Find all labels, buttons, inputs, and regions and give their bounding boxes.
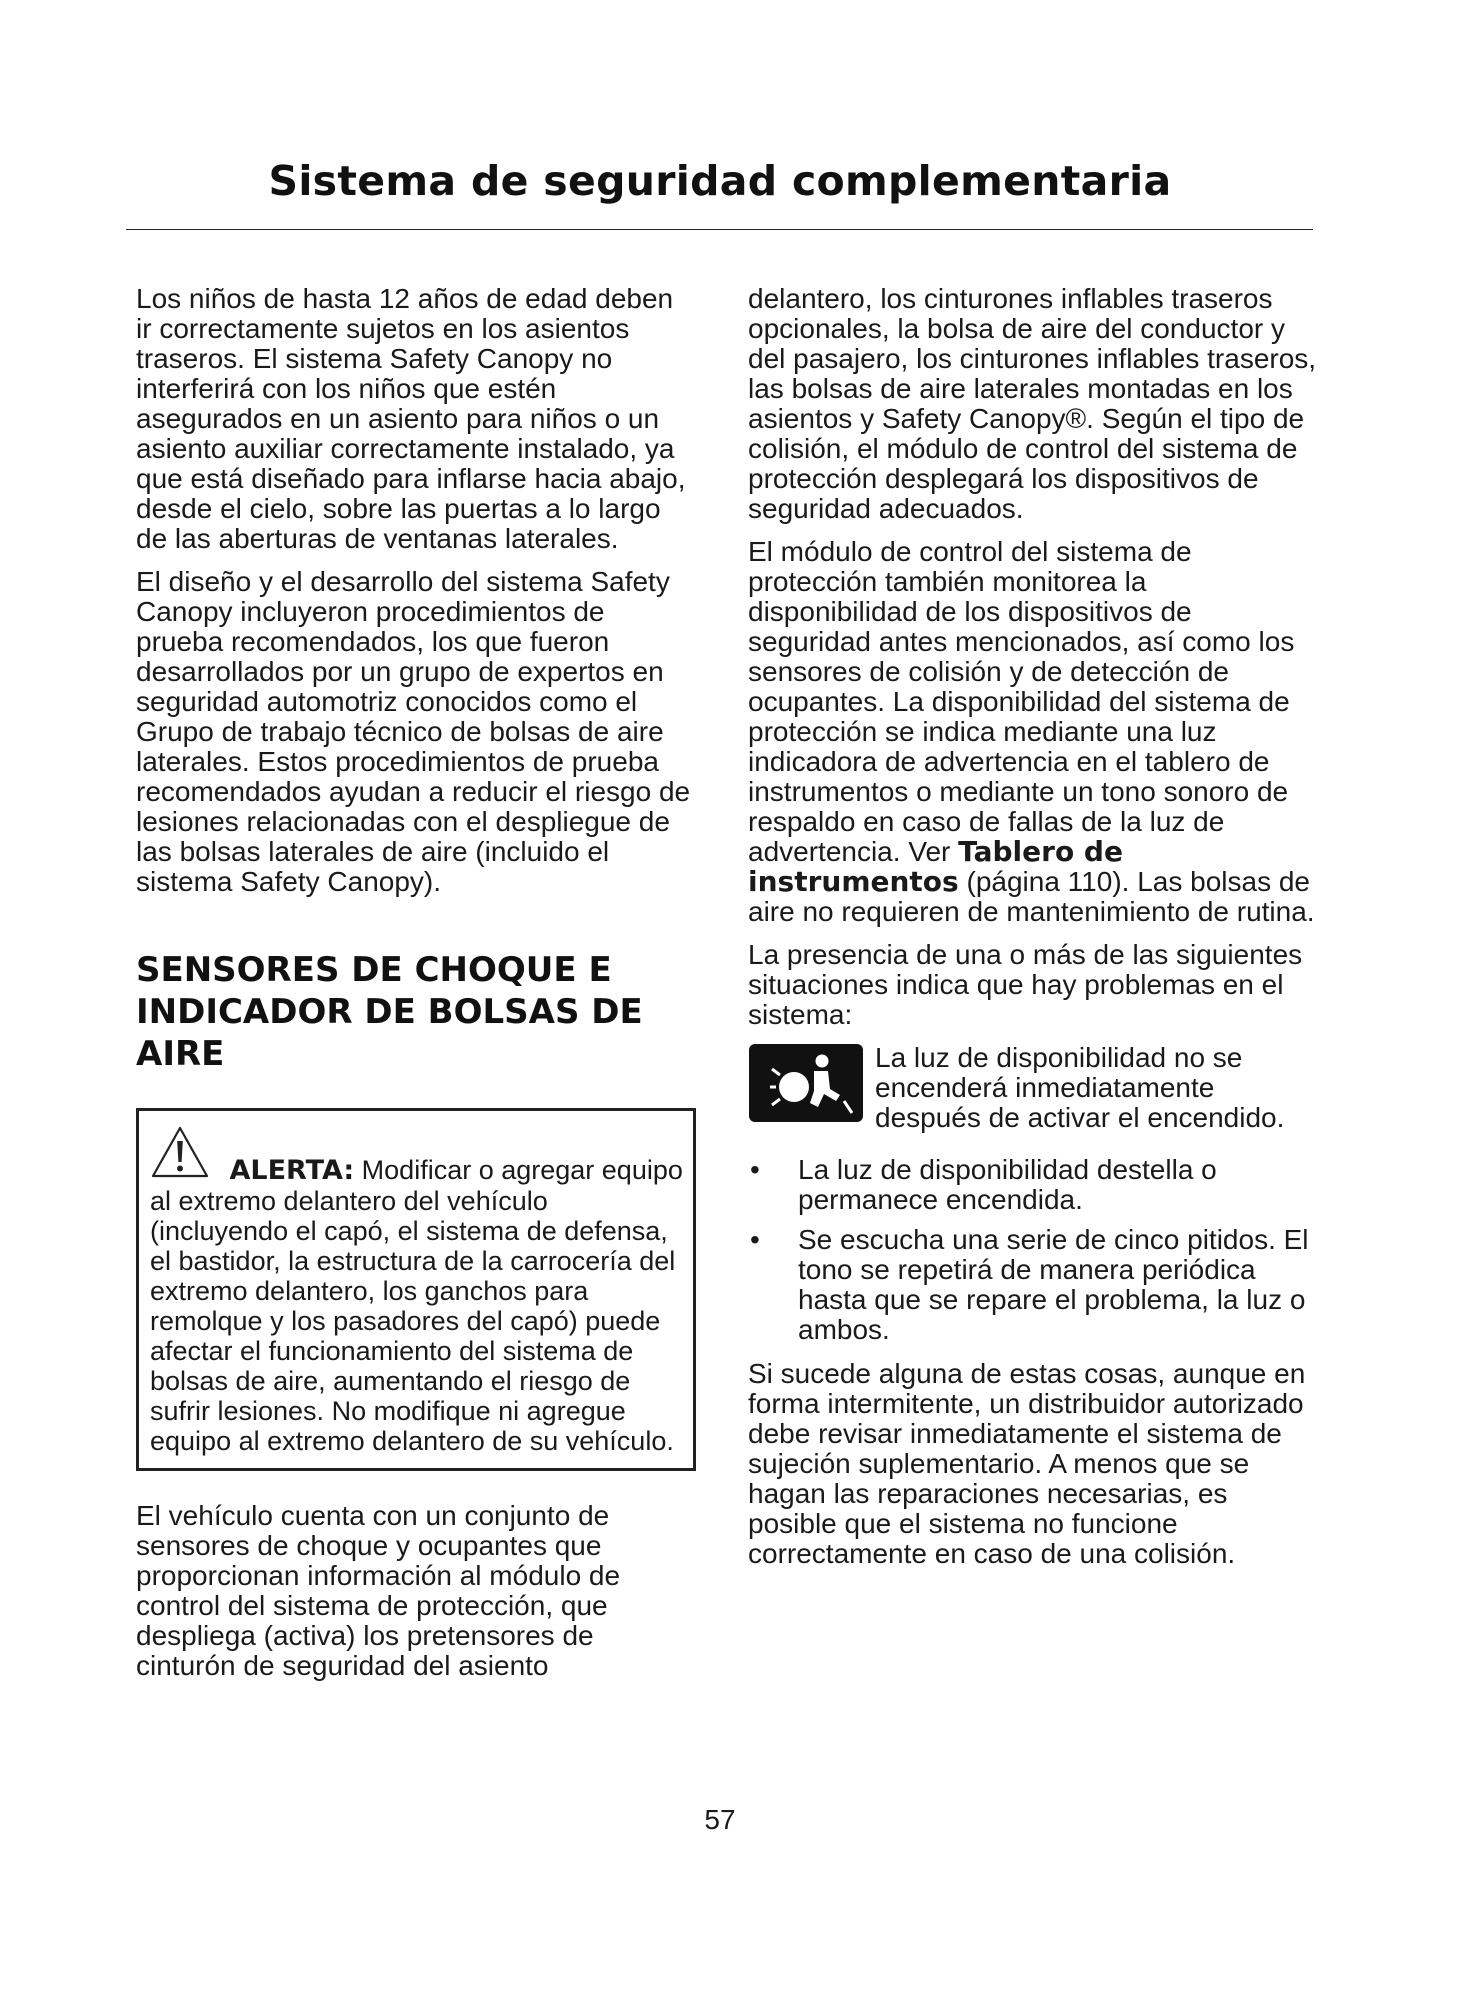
indicator-text: La luz de disponibilidad no se encenderá inmediatamente después de activar el encendido. <box>875 1042 1285 1133</box>
indicator-row <box>748 1043 1318 1133</box>
alert-label: ALERTA: <box>229 1155 355 1186</box>
instrument-panel-reference: Tablero de instrumentos <box>748 835 1123 898</box>
right-paragraph-3: La presencia de una o más de las siguientes situaciones indica que hay problemas en el sistema: <box>748 939 1303 1030</box>
left-paragraph-1: Los niños de hasta 12 años de edad deben ir correctamente sujetos en los asientos traseros. El sistema Safety Canopy no interferirá con los niños que estén asegurados en un asiento para niños o un asiento auxiliar correctamente instalado, ya que está diseñado para inflarse hacia abajo, desde el cielo, sobre las puertas a lo largo de las aberturas de ventanas laterales. <box>136 283 686 554</box>
right-column <box>748 284 1318 1582</box>
bullet-marker: • <box>750 1154 760 1185</box>
right-paragraph-2-text: El módulo de control del sistema de protección también monitorea la disponibilidad de los dispositivos de seguridad antes mencionados, así como los sensores de colisión y de detección de ocupantes. La disponibilidad del sistema de protección se indica mediante una luz indicadora de advertencia en el tablero de instrumentos o mediante un tono sonoro de respaldo en caso de fallas de la luz de advertencia. Ver <box>748 536 1295 867</box>
right-paragraph-1: delantero, los cinturones inflables traseros opcionales, la bolsa de aire del conductor y del pasajero, los cinturones inflables traseros, las bolsas de aire laterales montadas en los asientos y Safety Canopy®. Según el tipo de colisión, el módulo de control del sistema de protección desplegará los dispositivos de seguridad adecuados. <box>748 283 1317 524</box>
left-paragraph-3: El vehículo cuenta con un conjunto de sensores de choque y ocupantes que proporcionan información al módulo de control del sistema de protección, que despliega (activa) los pretensores de cinturón de seguridad del asiento <box>136 1500 621 1681</box>
bullet-marker: • <box>750 1224 760 1255</box>
page-title: Sistema de seguridad complementaria <box>268 157 1172 205</box>
warning-triangle-icon <box>150 1125 210 1179</box>
list-item-text: Se escucha una serie de cinco pitidos. El tono se repetirá de manera periódica hasta que se repare el problema, la luz o ambos. <box>798 1224 1309 1345</box>
list-item <box>748 1225 1318 1345</box>
list-item <box>748 1155 1318 1215</box>
alert-text: Modificar o agregar equipo al extremo delantero del vehículo (incluyendo el capó, el sistema de defensa, el bastidor, la estructura de la carrocería del extremo delantero, los ganchos para remolque y los pasadores del capó) puede afectar el funcionamiento del sistema de bolsas de aire, aumentando el riesgo de sufrir lesiones. No modifique ni agregue equipo al extremo delantero de su vehículo. <box>150 1155 683 1456</box>
title-divider <box>126 229 1313 230</box>
list-item-text: La luz de disponibilidad destella o permanece encendida. <box>798 1154 1217 1215</box>
right-paragraph-2-tail: (página 110). Las bolsas de aire no requieren de mantenimiento de rutina. <box>748 866 1315 927</box>
airbag-warning-icon <box>748 1043 864 1123</box>
page-number: 57 <box>704 1804 736 1835</box>
alert-box <box>136 1108 696 1471</box>
right-paragraph-4: Si sucede alguna de estas cosas, aunque en forma intermitente, un distribuidor autorizado debe revisar inmediatamente el sistema de sujeción suplementario. A menos que se hagan las reparaciones necesarias, es posible que el sistema no funcione correctamente en caso de una colisión. <box>748 1358 1306 1569</box>
right-paragraph-2 <box>748 537 1318 927</box>
section-heading: SENSORES DE CHOQUE E INDICADOR DE BOLSAS DE AIRE <box>136 950 643 1074</box>
problem-list <box>748 1155 1318 1345</box>
left-paragraph-2: El diseño y el desarrollo del sistema Safety Canopy incluyeron procedimientos de prueba recomendados, los que fueron desarrollados por un grupo de expertos en seguridad automotriz conocidos como el Grupo de trabajo técnico de bolsas de aire laterales. Estos procedimientos de prueba recomendados ayudan a reducir el riesgo de lesiones relacionadas con el despliegue de las bolsas laterales de aire (incluido el sistema Safety Canopy). <box>136 566 691 897</box>
left-column <box>136 284 696 1694</box>
